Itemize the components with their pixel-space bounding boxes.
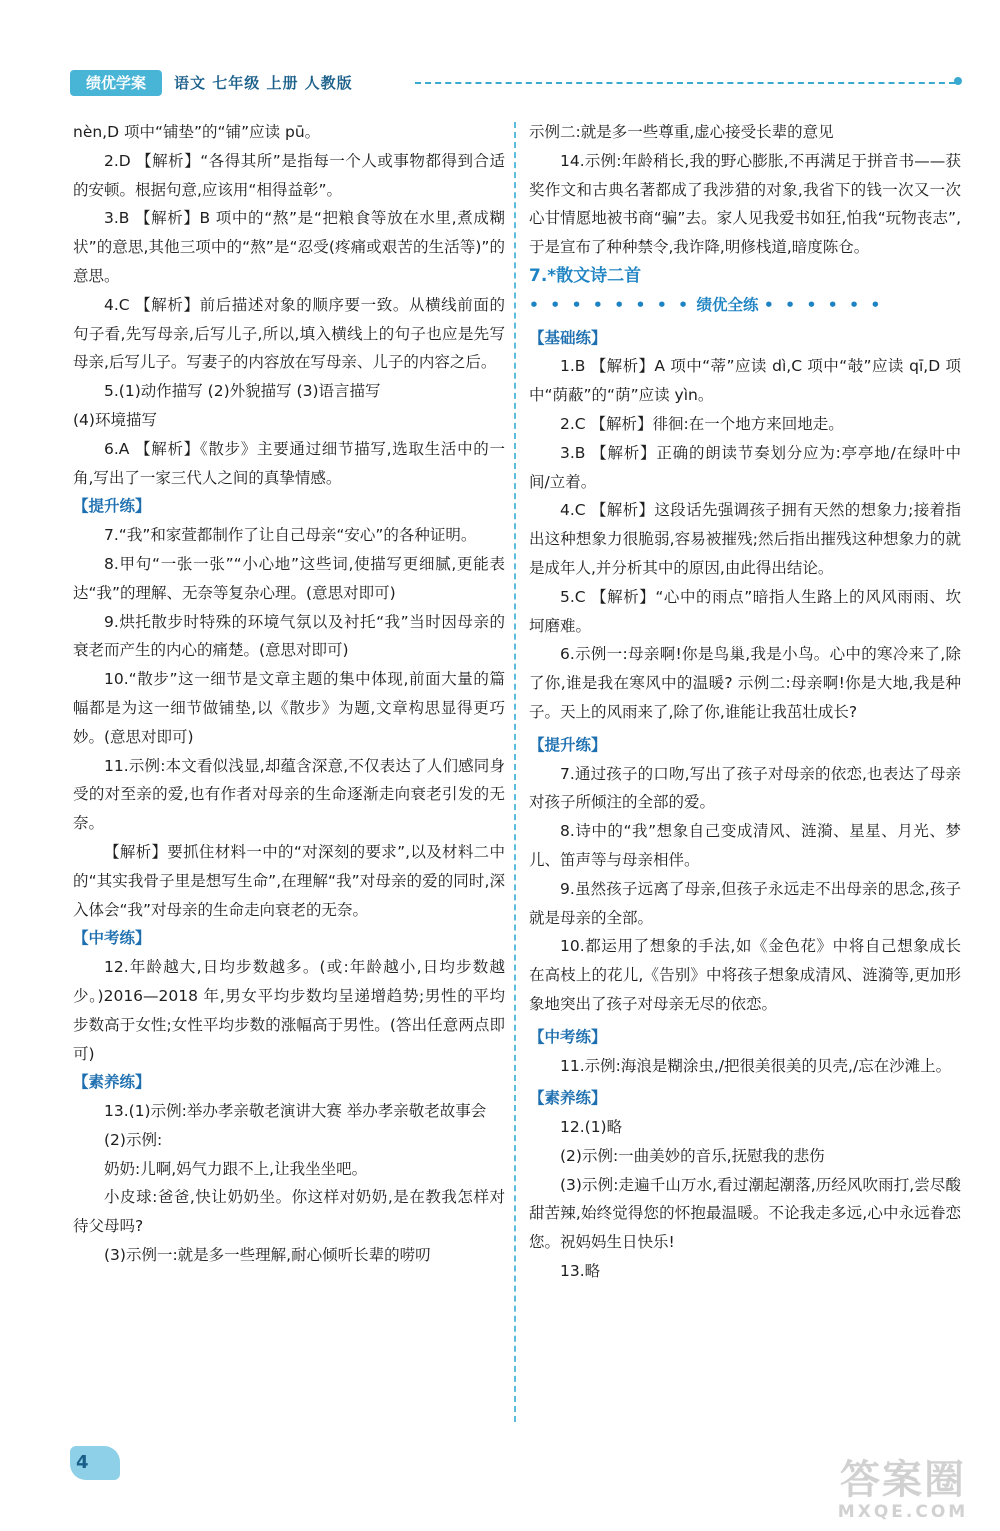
answer-4: 4.C 【解析】前后描述对象的顺序要一致。从横线前面的句子看,先写母亲,后写儿子,所以,填入横线上的句子也应是先写母亲,后写儿子。写妻子的内容放在写母亲、儿子的内容之后。 xyxy=(73,295,505,372)
answer-text: nèn,D 项中“铺垫”的“铺”应读 pū。 xyxy=(73,123,321,141)
q-4: 4.C 【解析】这段话先强调孩子拥有天然的想象力;接着指出这种想象力很脆弱,容易被摧残;然后指出摧残这种想象力的就是成年人,并分析其中的原因,由此得出结论。 xyxy=(529,501,961,577)
section-suyang-right: 【素养练】 xyxy=(529,1089,607,1108)
q-10: 10.都运用了想象的手法,如《金色花》中将自己想象成长在高枝上的花儿,《告别》中将孩子想象成清风、涟漪等,更加形象地突出了孩子对母亲无尽的依恋。 xyxy=(529,937,961,1013)
right-column xyxy=(529,118,961,1286)
section-zhongkao-right: 【中考练】 xyxy=(529,1027,607,1046)
page-number: 4 xyxy=(70,1446,120,1480)
q-12-part3: (3)示例:走遍千山万水,看过潮起潮落,历经风吹雨打,尝尽酸甜苦辣,始终觉得您的怀抱最温暖。不论我走多远,心中永远眷恋您。祝妈妈生日快乐! xyxy=(529,1175,961,1252)
section-jichu: 【基础练】 xyxy=(529,328,607,347)
answer-3: 3.B 【解析】B 项中的“熬”是“把粮食等放在水里,煮成糊状”的意思,其他三项中的“熬”是“忍受(疼痛或艰苦的生活等)”的意思。 xyxy=(73,209,505,285)
answer-13-dialog-2: 小皮球:爸爸,快让奶奶坐。你这样对奶奶,是在教我怎样对待父母吗? xyxy=(73,1188,505,1236)
answer-13-part3: (3)示例一:就是多一些理解,耐心倾听长辈的唠叨 xyxy=(104,1246,431,1265)
answer-13: 13.(1)示例:举办孝亲敬老演讲大赛 举办孝亲敬老故事会 xyxy=(104,1102,487,1121)
answer-5: 5.(1)动作描写 (2)外貌描写 (3)语言描写 xyxy=(104,382,381,401)
section-suyang: 【素养练】 xyxy=(73,1073,151,1092)
lesson-title: 7.*散文诗二首 xyxy=(529,265,642,286)
answer-13-example2: 示例二:就是多一些尊重,虚心接受长辈的意见 xyxy=(529,123,834,141)
answer-2: 2.D 【解析】“各得其所”是指每一个人或事物都得到合适的安顿。根据句意,应该用“相得益彰”。 xyxy=(73,151,505,199)
answer-8: 8.甲句“一张一张”“小心地”这些词,使描写更细腻,更能表达“我”的理解、无奈等复杂心理。(意思对即可) xyxy=(73,554,505,602)
section-tisheng-right: 【提升练】 xyxy=(529,735,607,754)
section-tisheng: 【提升练】 xyxy=(73,497,151,516)
q-11: 11.示例:海浪是糊涂虫,/把很美很美的贝壳,/忘在沙滩上。 xyxy=(560,1056,952,1075)
q-2: 2.C 【解析】徘徊:在一个地方来回地走。 xyxy=(560,414,844,433)
series-logo: 绩优学案 xyxy=(70,70,162,96)
watermark-line1: 答案圈 xyxy=(840,1457,966,1503)
answer-13-part2: (2)示例: xyxy=(104,1130,163,1149)
q-5: 5.C 【解析】“心中的雨点”暗指人生路上的风风雨雨、坎坷磨难。 xyxy=(529,587,961,635)
answer-6: 6.A 【解析】《散步》主要通过细节描写,选取生活中的一角,写出了一家三代人之间的真挚情感。 xyxy=(73,439,505,487)
practice-banner xyxy=(529,291,961,320)
answer-7: 7.“我”和家萱都制作了让自己母亲“安心”的各种证明。 xyxy=(104,526,477,545)
q-9: 9.虽然孩子远离了母亲,但孩子永远走不出母亲的思念,孩子就是母亲的全部。 xyxy=(529,879,961,927)
q-1: 1.B 【解析】A 项中“蒂”应读 dì,C 项中“攲”应读 qī,D 项中“荫蔽”的“荫”应读 yìn。 xyxy=(529,357,961,405)
banner-dots-left: • • • • • • • • xyxy=(529,295,692,314)
answer-12: 12.年龄越大,日均步数越多。(或:年龄越小,日均步数越少。)2016—2018 年,男女平均步数均呈递增趋势;男性的平均步数高于女性;女性平均步数的涨幅高于男性。(答出任意两点即可) xyxy=(73,958,505,1063)
q-3: 3.B 【解析】正确的朗读节奏划分应为:亭亭地/在绿叶中间/立着。 xyxy=(529,443,961,491)
watermark xyxy=(818,1458,988,1524)
q-7: 7.通过孩子的口吻,写出了孩子对母亲的依恋,也表达了母亲对孩子所倾注的全部的爱。 xyxy=(529,764,961,812)
banner-dots-right: • • • • • • xyxy=(763,295,884,314)
book-title: 语文 七年级 上册 人教版 xyxy=(174,74,353,92)
watermark-line2: MXQE.COM xyxy=(837,1502,969,1522)
answer-10: 10.“散步”这一细节是文章主题的集中体现,前面大量的篇幅都是为这一细节做铺垫,以《散步》为题,文章构思显得更巧妙。(意思对即可) xyxy=(73,670,505,746)
answer-11: 11.示例:本文看似浅显,却蕴含深意,不仅表达了人们感同身受的对至亲的爱,也有作者对母亲的生命逐渐走向衰老引发的无奈。 xyxy=(73,756,505,833)
column-divider xyxy=(514,122,516,1422)
q-13: 13.略 xyxy=(560,1262,601,1281)
answer-9: 9.烘托散步时特殊的环境气氛以及衬托“我”当时因母亲的衰老而产生的内心的痛楚。(意思对即可) xyxy=(73,612,505,660)
banner-label: 绩优全练 xyxy=(696,295,759,314)
q-12: 12.(1)略 xyxy=(560,1118,623,1137)
answer-5-cont: (4)环境描写 xyxy=(73,410,157,429)
left-column xyxy=(73,118,505,1270)
answer-14: 14.示例:年龄稍长,我的野心膨胀,不再满足于拼音书——获奖作文和古典名著都成了我涉猎的对象,我省下的钱一次又一次心甘情愿地被书商“骗”去。家人见我爱书如狂,怕我“玩物丧志”,于是宣布了种种禁令,我诈降,明修栈道,暗度陈仓。 xyxy=(529,151,961,257)
header-dashed-rule xyxy=(415,82,955,84)
header-dot-icon xyxy=(954,77,962,85)
q-12-part2: (2)示例:一曲美妙的音乐,抚慰我的悲伤 xyxy=(560,1146,825,1165)
page-header xyxy=(70,70,970,100)
q-8: 8.诗中的“我”想象自己变成清风、涟漪、星星、月光、梦儿、笛声等与母亲相伴。 xyxy=(529,822,961,869)
q-6: 6.示例一:母亲啊!你是鸟巢,我是小鸟。心中的寒冷来了,除了你,谁是我在寒风中的温暖? 示例二:母亲啊!你是大地,我是种子。天上的风雨来了,除了你,谁能让我茁壮成长? xyxy=(529,645,961,721)
answer-13-dialog-1: 奶奶:儿啊,妈气力跟不上,让我坐坐吧。 xyxy=(104,1159,368,1178)
answer-11-analysis: 【解析】要抓住材料一中的“对深刻的要求”,以及材料二中的“其实我骨子里是想写生命”,在理解“我”对母亲的爱的同时,深入体会“我”对母亲的生命走向衰老的无奈。 xyxy=(73,842,505,919)
section-zhongkao: 【中考练】 xyxy=(73,929,151,948)
